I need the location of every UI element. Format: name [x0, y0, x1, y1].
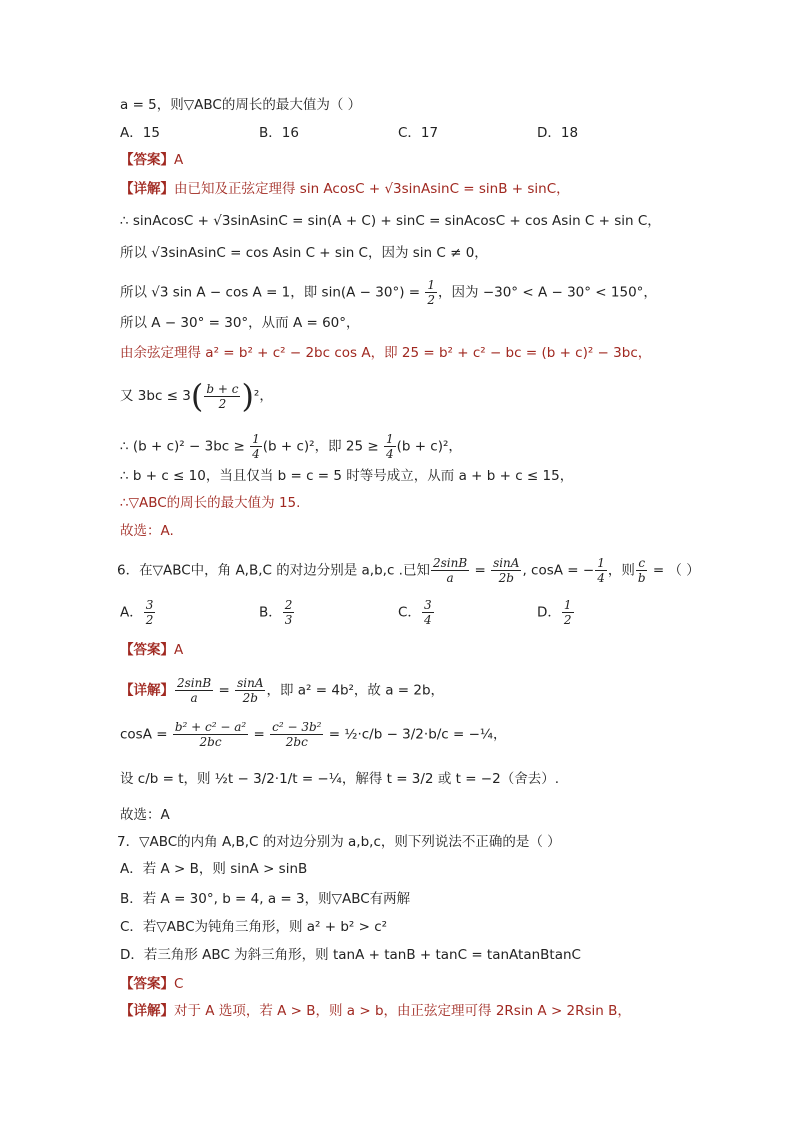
fraction: [595, 556, 607, 585]
fraction: [204, 382, 240, 411]
q5-step-9: ∴ b + c ≤ 10，当且仅当 b = c = 5 时等号成立，从而 a + b + c ≤ 15，: [120, 468, 574, 484]
frac-num: c² − 3b²: [272, 720, 322, 734]
q5-step-8-a: ∴ (b + c)² − 3bc ≥: [120, 438, 250, 455]
fraction: [384, 432, 396, 461]
fraction: [425, 278, 437, 307]
fraction: [431, 556, 469, 585]
frac-den: 2bc: [199, 735, 222, 749]
frac-den: 4: [597, 571, 605, 585]
frac-num: 2: [284, 598, 293, 612]
answer-tag: 【答案】: [120, 642, 174, 658]
detail-tag: 【详解】: [120, 1003, 174, 1019]
q7-detail-text: 对于 A 选项，若 A > B，则 a > b，由正弦定理可得 2Rsin A > 2Rsin B，: [174, 1003, 631, 1019]
answer-tag: 【答案】: [120, 976, 174, 992]
q6-option-c: [398, 598, 435, 627]
q6-choose: 故选：A: [120, 807, 170, 823]
q6-stem-a: 6．在▽ABC中，角 A,B,C 的对边分别是 a,b,c .已知: [117, 562, 430, 579]
q5-option-a: A．15: [120, 125, 160, 141]
q7-answer: [120, 975, 183, 993]
q5-step-1: 由已知及正弦定理得 sin AcosC + √3sinAsinC = sinB + sinC，: [174, 181, 570, 197]
answer-tag: 【答案】: [120, 152, 174, 168]
q5-step-5: 所以 A − 30° = 30°，从而 A = 60°，: [120, 315, 360, 331]
q5-step-4-b: ，因为 −30° < A − 30° < 150°，: [438, 284, 657, 301]
frac-num: b² + c² − a²: [174, 720, 247, 734]
q6-stem-c: ，则: [607, 562, 635, 579]
option-label: B．: [259, 604, 282, 621]
q5-choose: 故选：A.: [120, 523, 174, 539]
frac-den: 2: [427, 293, 436, 307]
frac-num: 3: [423, 598, 432, 612]
q6-detail-2-tail: = ½·c/b − 3/2·b/c = −¼，: [324, 726, 507, 743]
paren-left: (: [190, 377, 204, 415]
q6-option-d: [537, 598, 575, 627]
frac-den: 2: [218, 396, 227, 411]
q6-detail-1-tail: ，即 a² = 4b²，故 a = 2b，: [266, 682, 445, 699]
frac-den: 2: [145, 613, 154, 627]
q7-stem: 7．▽ABC的内角 A,B,C 的对边分别为 a,b,c，则下列说法不正确的是（ ）: [117, 834, 561, 850]
fraction: [175, 676, 213, 705]
paren-right: ): [241, 377, 254, 415]
q7-option-c: C．若▽ABC为钝角三角形，则 a² + b² > c²: [120, 919, 388, 935]
q7-detail: [120, 1002, 631, 1020]
answer-value: C: [174, 976, 184, 992]
frac-num: sinA: [493, 556, 520, 570]
q5-step-6: 由余弦定理得 a² = b² + c² − 2bc cos A，即 25 = b² + c² − bc = (b + c)² − 3bc，: [120, 345, 652, 361]
frac-den: 2b: [498, 571, 514, 585]
frac-num: c: [638, 556, 646, 570]
q5-option-c: C．17: [398, 125, 439, 141]
frac-num: 1: [597, 556, 605, 570]
q6-detail-1: [120, 676, 444, 705]
q5-step-7-a: 又 3bc ≤ 3: [120, 388, 191, 404]
equals: =: [214, 682, 235, 699]
q5-step-8-c: (b + c)²，: [396, 438, 462, 455]
q6-stem-b: , cosA = −: [522, 562, 595, 579]
q5-step-4-a: 所以 √3 sin A − cos A = 1，即 sin(A − 30°) =: [120, 284, 425, 301]
equals: =: [470, 562, 491, 579]
q6-option-a: [120, 598, 156, 627]
fraction: [422, 598, 434, 627]
equals: =: [249, 726, 270, 743]
frac-den: 3: [284, 613, 293, 627]
frac-num: 1: [427, 278, 436, 292]
q5-step-7-b: ²，: [253, 388, 273, 404]
frac-den: 4: [423, 613, 432, 627]
frac-num: 2sinB: [177, 676, 212, 690]
detail-tag: 【详解】: [120, 181, 174, 197]
q7-option-a: A．若 A > B，则 sinA > sinB: [120, 861, 308, 877]
q5-step-8-b: (b + c)²，即 25 ≥: [262, 438, 383, 455]
fraction: [270, 720, 323, 749]
frac-num: 1: [385, 432, 394, 446]
fraction: [235, 676, 265, 705]
q6-stem-d: = （ ）: [648, 562, 700, 579]
frac-num: 1: [563, 598, 572, 612]
answer-value: A: [174, 152, 184, 168]
fraction: [144, 598, 156, 627]
q6-detail-2: [120, 720, 507, 749]
fraction: [250, 432, 262, 461]
q6-answer: [120, 641, 183, 659]
frac-den: 2b: [242, 691, 258, 705]
q5-detail-1: [120, 180, 570, 198]
q6-option-b: [259, 598, 295, 627]
q5-step-7: [120, 377, 273, 415]
option-label: D．: [537, 604, 561, 621]
frac-num: 1: [252, 432, 260, 446]
fraction: [173, 720, 248, 749]
q5-option-b: B．16: [259, 125, 299, 141]
q5-option-d: D．18: [537, 125, 579, 141]
q5-answer: [120, 151, 183, 169]
q5-step-4: [120, 278, 657, 307]
q7-option-d: D．若三角形 ABC 为斜三角形，则 tanA + tanB + tanC = tanAtanBtanC: [120, 947, 581, 963]
detail-tag: 【详解】: [120, 682, 174, 699]
frac-num: 3: [145, 598, 154, 612]
q6-detail-2-lead: cosA =: [120, 726, 172, 743]
frac-den: 2bc: [285, 735, 308, 749]
q7-option-b: B．若 A = 30°, b = 4, a = 3，则▽ABC有两解: [120, 891, 411, 907]
q6-detail-3: 设 c/b = t，则 ½t − 3/2·1/t = −¼，解得 t = 3/2 或 t = −2（舍去）.: [120, 771, 559, 787]
frac-num: b + c: [206, 381, 239, 396]
fraction: [636, 556, 648, 585]
frac-num: 2sinB: [432, 556, 468, 570]
frac-den: 4: [252, 447, 260, 461]
fraction: [491, 556, 521, 585]
option-label: A．: [120, 604, 143, 621]
frac-den: a: [190, 691, 198, 705]
q5-step-3: 所以 √3sinAsinC = cos Asin C + sin C，因为 sin C ≠ 0，: [120, 245, 488, 261]
frac-num: sinA: [237, 676, 264, 690]
frac-den: b: [637, 571, 646, 585]
q5-step-10: ∴▽ABC的周长的最大值为 15.: [120, 495, 301, 511]
q5-step-8: [120, 432, 462, 461]
q5-stem: a = 5，则▽ABC的周长的最大值为（ ）: [120, 97, 362, 113]
frac-den: 2: [563, 613, 572, 627]
option-label: C．: [398, 604, 421, 621]
fraction: [562, 598, 574, 627]
frac-den: a: [446, 571, 454, 585]
q5-step-2: ∴ sinAcosC + √3sinAsinC = sin(A + C) + sinC = sinAcosC + cos Asin C + sin C，: [120, 213, 661, 229]
answer-value: A: [174, 642, 184, 658]
frac-den: 4: [385, 447, 394, 461]
q6-stem: [117, 556, 700, 585]
fraction: [283, 598, 295, 627]
